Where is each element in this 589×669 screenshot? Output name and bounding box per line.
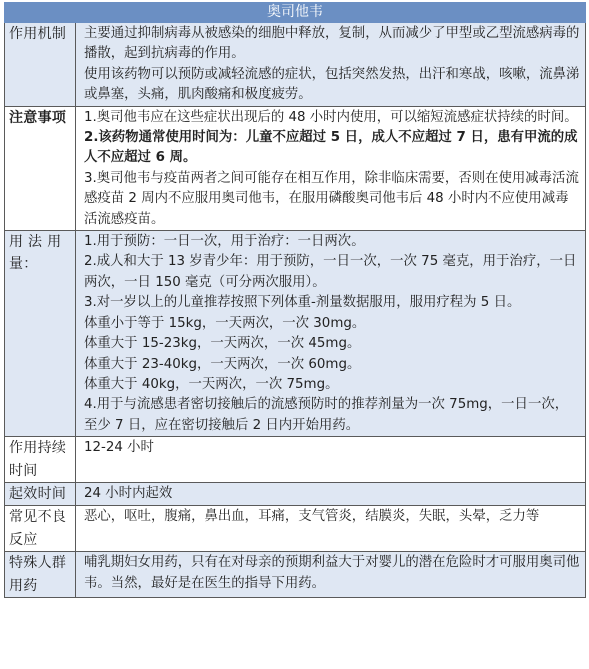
row-special	[5, 552, 586, 598]
label-notes: 注意事项	[5, 106, 76, 230]
row-side-effects	[5, 506, 586, 552]
content-side-effects: 恶心，呕吐，腹痛，鼻出血，耳痛，支气管炎，结膜炎，失眠，头晕，乏力等	[76, 506, 586, 552]
dosage-text-3: 3.对一岁以上的儿童推荐按照下列体重-剂量数据服用，服用疗程为 5 日。	[84, 295, 521, 311]
label-duration: 作用持续时间	[5, 437, 76, 483]
label-dosage: 用 法 用量：	[5, 231, 76, 437]
label-onset: 起效时间	[5, 482, 76, 505]
dosage-text-5: 体重大于 15-23kg，一天两次，一次 45mg。	[84, 336, 361, 352]
label-side-effects: 常见不良反应	[5, 506, 76, 552]
dosage-text-6: 体重大于 23-40kg，一天两次，一次 60mg。	[84, 356, 361, 372]
notes-text-2: 2.该药物通常使用时间为：儿童不应超过 5 日，成人不应超过 7 日，患有甲流的成人不应超过 6 周。	[84, 130, 578, 166]
title-row	[5, 3, 586, 23]
dosage-text-7: 体重大于 40kg，一天两次，一次 75mg。	[84, 376, 339, 392]
content-mechanism	[76, 23, 586, 107]
content-dosage	[76, 231, 586, 437]
row-onset	[5, 482, 586, 505]
notes-text-3: 3.奥司他韦与疫苗两者之间可能存在相互作用，除非临床需要，否则在使用减毒活流感疫苗 2 周内不应服用奥司他韦，在服用磷酸奥司他韦后 48 小时内不应使用减毒活流感疫苗。	[84, 170, 579, 227]
drug-info-table	[4, 2, 586, 598]
notes-text-1: 1.奥司他韦应在这些症状出现后的 48 小时内使用，可以缩短流感症状持续的时间。	[84, 109, 578, 125]
mechanism-text-1: 主要通过抑制病毒从被感染的细胞中释放，复制，从而减少了甲型或乙型流感病毒的播散，起到抗病毒的作用。	[84, 26, 580, 62]
dosage-text-8: 4.用于与流感患者密切接触后的流感预防时的推荐剂量为一次 75mg，一日一次，至少 7 日，应在密切接触后 2 日内开始用药。	[84, 397, 569, 433]
label-mechanism: 作用机制	[5, 23, 76, 107]
dosage-text-4: 体重小于等于 15kg，一天两次，一次 30mg。	[84, 315, 366, 331]
mechanism-text-2: 使用该药物可以预防或减轻流感的症状，包括突然发热，出汗和寒战，咳嗽，流鼻涕或鼻塞，头痛，肌肉酸痛和极度疲劳。	[84, 66, 580, 103]
content-special: 哺乳期妇女用药，只有在对母亲的预期利益大于对婴儿的潜在危险时才可服用奥司他韦。当然，最好是在医生的指导下用药。	[76, 552, 586, 598]
row-dosage	[5, 231, 586, 437]
dosage-text-1: 1.用于预防：一日一次，用于治疗：一日两次。	[84, 234, 365, 250]
content-notes	[76, 106, 586, 230]
content-duration: 12-24 小时	[76, 437, 586, 483]
content-onset: 24 小时内起效	[76, 482, 586, 505]
label-special: 特殊人群用药	[5, 552, 76, 598]
dosage-text-2: 2.成人和大于 13 岁青少年：用于预防，一日一次，一次 75 毫克，用于治疗，一日两次，一日 150 毫克（可分两次服用）。	[84, 254, 577, 290]
row-notes	[5, 106, 586, 230]
row-duration	[5, 437, 586, 483]
row-mechanism	[5, 23, 586, 107]
drug-info-sheet	[4, 2, 585, 598]
table-title: 奥司他韦	[5, 3, 586, 23]
